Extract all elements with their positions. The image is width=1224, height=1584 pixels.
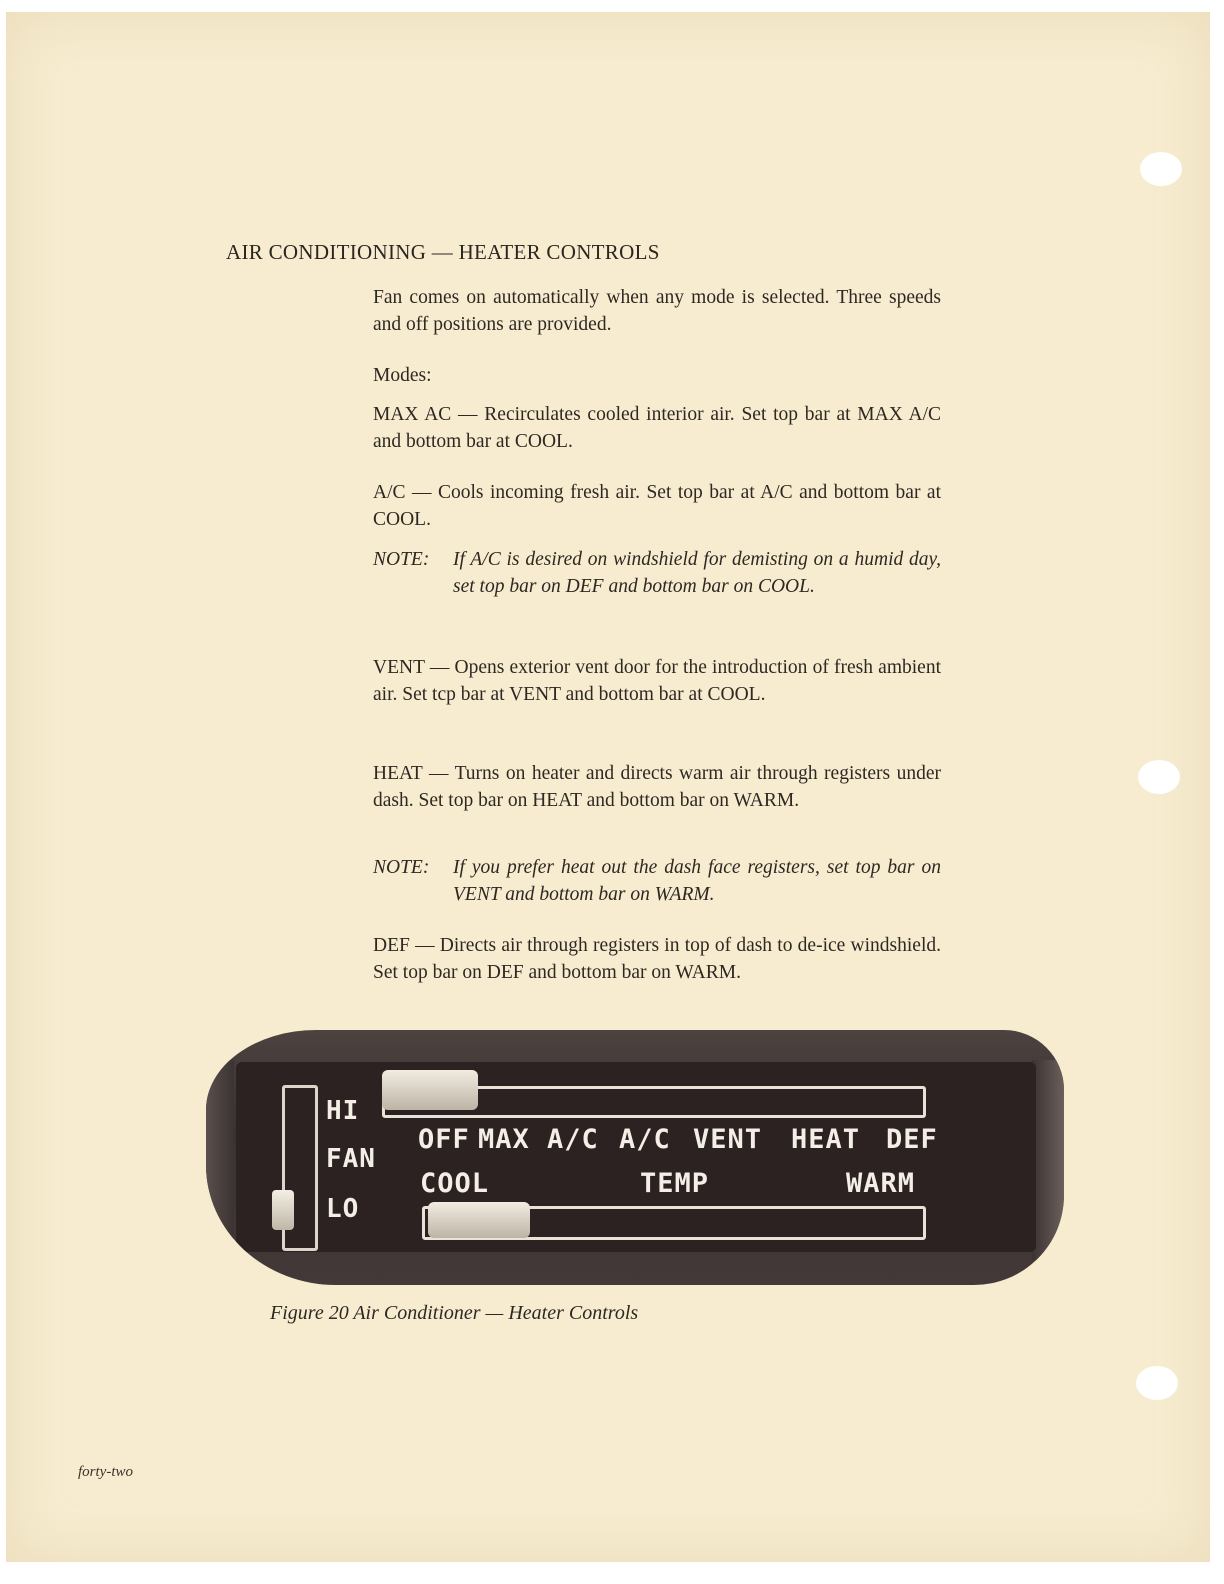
vent-paragraph: VENT — Opens exterior vent door for the introduction of fresh ambient air. Set tcp bar at VENT and bottom bar at COOL. (373, 657, 941, 705)
note-label: NOTE: (373, 549, 430, 570)
temp-slider-knob (428, 1202, 530, 1238)
punch-hole-middle (1138, 760, 1180, 794)
mode-slider-knob (382, 1070, 478, 1110)
mode-max-ac-label: MAX A/C (478, 1124, 599, 1155)
mode-off-label: OFF (418, 1124, 470, 1155)
heat-paragraph: HEAT — Turns on heater and directs warm air through registers under dash. Set top bar on HEAT and bottom bar on WARM. (373, 763, 941, 811)
note-text: If A/C is desired on windshield for demisting on a humid day, set top bar on DEF and bottom bar on COOL. (453, 549, 941, 597)
temp-label: TEMP (640, 1168, 710, 1199)
def-paragraph: DEF — Directs air through registers in top of dash to de-ice windshield. Set top bar on DEF and bottom bar on WARM. (373, 935, 941, 983)
ac-paragraph: A/C — Cools incoming fresh air. Set top bar at A/C and bottom bar at COOL. (373, 482, 941, 530)
mode-ac-label: A/C (619, 1124, 671, 1155)
mode-def-label: DEF (886, 1124, 938, 1155)
panel-bezel-left (206, 1060, 234, 1260)
max-ac-paragraph: MAX AC — Recirculates cooled interior air. Set top bar at MAX A/C and bottom bar at COOL. (373, 404, 941, 452)
intro-paragraph: Fan comes on automatically when any mode is selected. Three speeds and off positions are provided. (373, 287, 941, 335)
temp-cool-label: COOL (420, 1168, 490, 1199)
fan-lo-label: LO (326, 1194, 360, 1224)
fan-hi-label: HI (326, 1096, 360, 1126)
mode-vent-label: VENT (693, 1124, 763, 1155)
mode-heat-label: HEAT (791, 1124, 861, 1155)
note-text: If you prefer heat out the dash face registers, set top bar on VENT and bottom bar on WARM. (453, 857, 941, 905)
note-label: NOTE: (373, 857, 430, 878)
section-heading: AIR CONDITIONING — HEATER CONTROLS (226, 240, 660, 264)
punch-hole-top (1140, 152, 1182, 186)
figure-caption: Figure 20 Air Conditioner — Heater Controls (270, 1302, 639, 1324)
fan-label: FAN (326, 1144, 376, 1174)
page-number: forty-two (78, 1464, 133, 1480)
heater-control-panel-photo (206, 1030, 1064, 1285)
temp-warm-label: WARM (846, 1168, 916, 1199)
note-demisting (373, 546, 941, 600)
fan-slider-knob (272, 1190, 294, 1230)
modes-label: Modes: (373, 365, 432, 386)
punch-hole-bottom (1136, 1366, 1178, 1400)
panel-bezel-right (1032, 1060, 1064, 1260)
note-dash-face (373, 854, 941, 908)
